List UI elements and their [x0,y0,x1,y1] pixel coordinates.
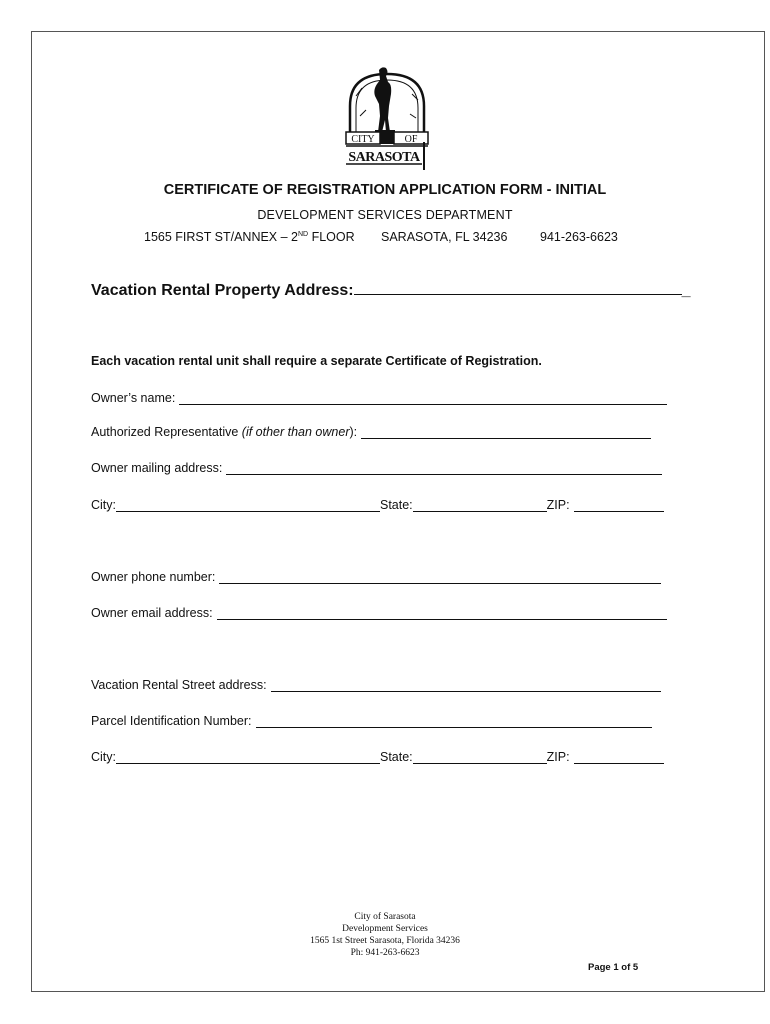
owner-state-label: State: [380,498,413,512]
authorized-rep-end: ): [349,425,358,439]
vr-city-state-zip-row [91,750,664,764]
authorized-rep-label [91,425,357,439]
vr-state-field[interactable] [413,751,547,764]
office-street: 1565 FIRST ST/ANNEX – 2 [144,230,298,244]
owner-state-field[interactable] [413,499,547,512]
authorized-rep-text: Authorized Representative [91,425,242,439]
parcel-row [91,714,652,728]
vr-street-row [91,678,661,692]
owner-name-label: Owner’s name: [91,391,176,405]
vr-city-field[interactable] [116,751,380,764]
owner-name-row [91,391,667,405]
footer-address [0,911,770,959]
footer-line-3: 1565 1st Street Sarasota, Florida 34236 [310,936,460,946]
owner-phone-label: Owner phone number: [91,570,216,584]
owner-phone-field[interactable] [219,571,661,584]
parcel-field[interactable] [256,715,652,728]
vacation-rental-address-row [91,280,691,300]
vr-zip-field[interactable] [574,751,664,764]
owner-mailing-label: Owner mailing address: [91,461,223,475]
owner-mailing-row [91,461,662,475]
vacation-rental-address-tail: _ [681,282,691,299]
owner-city-state-zip-row [91,498,664,512]
logo-city-text: CITY [351,134,375,145]
page-number: Page 1 of 5 [588,962,639,973]
footer-line-1: City of Sarasota [354,912,416,922]
owner-mailing-field[interactable] [226,462,662,475]
floor-superscript: ND [298,230,309,238]
vr-zip-label: ZIP: [546,750,570,764]
owner-email-row [91,606,667,620]
owner-zip-field[interactable] [574,499,664,512]
city-seal-statue-icon [342,66,432,172]
logo-of-text: OF [404,134,418,145]
vacation-rental-address-label: Vacation Rental Property Address: [91,282,354,299]
form-title: CERTIFICATE OF REGISTRATION APPLICATION FORM - INITIAL [163,182,607,198]
owner-email-field[interactable] [217,607,667,620]
owner-phone-row [91,570,661,584]
authorized-rep-field[interactable] [361,426,651,439]
authorized-rep-italic: (if other than owner [241,425,350,439]
office-address [144,230,355,244]
footer-line-2: Development Services [342,924,428,934]
owner-zip-label: ZIP: [546,498,570,512]
owner-email-label: Owner email address: [91,606,213,620]
authorized-rep-row [91,425,651,439]
logo-sarasota-text: SARASOTA [348,150,420,165]
parcel-label: Parcel Identification Number: [91,714,252,728]
vr-street-label: Vacation Rental Street address: [91,678,267,692]
office-floor: FLOOR [308,230,355,244]
office-phone: 941-263-6623 [540,230,618,244]
owner-city-field[interactable] [116,499,380,512]
registration-note: Each vacation rental unit shall require a separate Certificate of Registration. [91,354,542,368]
footer-line-4: Ph: 941-263-6623 [350,948,420,958]
vr-state-label: State: [380,750,413,764]
department-name: DEVELOPMENT SERVICES DEPARTMENT [257,208,513,222]
vr-city-label: City: [91,750,116,764]
owner-city-label: City: [91,498,116,512]
vacation-rental-address-field[interactable] [354,280,682,295]
office-city-state: SARASOTA, FL 34236 [381,230,508,244]
owner-name-field[interactable] [179,392,667,405]
vr-street-field[interactable] [271,679,661,692]
